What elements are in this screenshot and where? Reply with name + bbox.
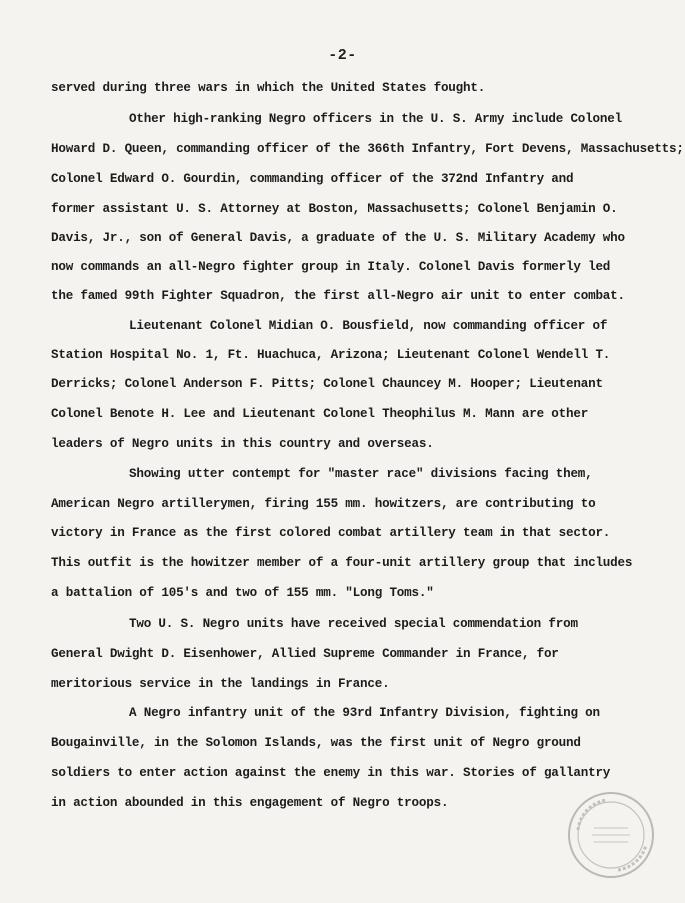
text-line: Bougainville, in the Solomon Islands, was the first unit of Negro ground — [51, 736, 581, 750]
text-line: meritorious service in the landings in France. — [51, 677, 390, 691]
text-line: served during three wars in which the United States fought. — [51, 81, 486, 95]
text-line: Colonel Edward O. Gourdin, commanding officer of the 372nd Infantry and — [51, 172, 574, 186]
text-line: Station Hospital No. 1, Ft. Huachuca, Arizona; Lieutenant Colonel Wendell T. — [51, 348, 611, 362]
text-line: General Dwight D. Eisenhower, Allied Supreme Commander in France, for — [51, 647, 559, 661]
text-line: Other high-ranking Negro officers in the U. S. Army include Colonel — [129, 112, 622, 126]
text-line: Two U. S. Negro units have received special commendation from — [129, 617, 578, 631]
text-line: Colonel Benote H. Lee and Lieutenant Colonel Theophilus M. Mann are other — [51, 407, 589, 421]
text-line: now commands an all-Negro fighter group in Italy. Colonel Davis formerly led — [51, 260, 611, 274]
library-stamp-seal — [566, 790, 656, 880]
text-line: Howard D. Queen, commanding officer of the 366th Infantry, Fort Devens, Massachusetts; — [51, 142, 684, 156]
text-line: Derricks; Colonel Anderson F. Pitts; Colonel Chauncey M. Hooper; Lieutenant — [51, 377, 603, 391]
text-line: soldiers to enter action against the enemy in this war. Stories of gallantry — [51, 766, 611, 780]
text-line: Davis, Jr., son of General Davis, a graduate of the U. S. Military Academy who — [51, 231, 625, 245]
text-line: in action abounded in this engagement of Negro troops. — [51, 796, 449, 810]
text-line: victory in France as the first colored combat artillery team in that sector. — [51, 526, 611, 540]
text-line: Lieutenant Colonel Midian O. Bousfield, now commanding officer of — [129, 319, 608, 333]
text-line: Showing utter contempt for "master race" divisions facing them, — [129, 467, 593, 481]
text-line: leaders of Negro units in this country and overseas. — [51, 437, 434, 451]
text-line: This outfit is the howitzer member of a four-unit artillery group that includes — [51, 556, 633, 570]
text-line: A Negro infantry unit of the 93rd Infantry Division, fighting on — [129, 706, 600, 720]
text-line: former assistant U. S. Attorney at Boston, Massachusetts; Colonel Benjamin O. — [51, 202, 618, 216]
text-line: the famed 99th Fighter Squadron, the first all-Negro air unit to enter combat. — [51, 289, 625, 303]
text-line: American Negro artillerymen, firing 155 mm. howitzers, are contributing to — [51, 497, 596, 511]
page-number: -2- — [328, 47, 357, 64]
text-line: a battalion of 105's and two of 155 mm. "Long Toms." — [51, 586, 434, 600]
